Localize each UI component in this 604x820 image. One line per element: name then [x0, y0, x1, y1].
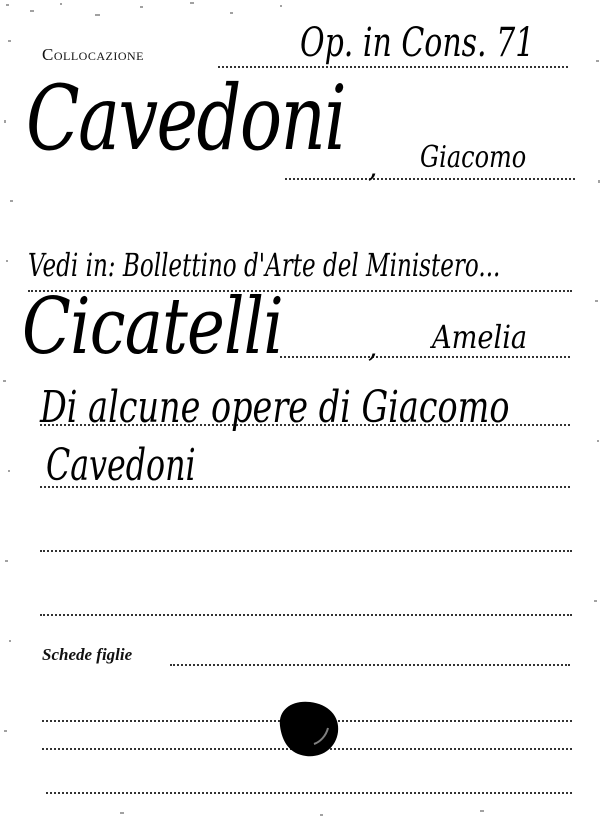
- dotted-line: [285, 178, 575, 180]
- separator: ,: [368, 150, 378, 185]
- subject-surname: Cavedoni: [26, 66, 346, 171]
- separator: ,: [368, 330, 378, 365]
- subject-given-name: Giacomo: [420, 140, 527, 175]
- dotted-line: [40, 424, 570, 426]
- author-surname: Cicatelli: [22, 282, 283, 372]
- title-line-2: Cavedoni: [46, 440, 196, 491]
- dotted-line: [40, 614, 572, 616]
- dotted-line: [170, 664, 570, 666]
- dotted-line: [46, 792, 572, 794]
- dotted-line: [40, 550, 572, 552]
- dotted-line: [280, 356, 570, 358]
- author-given-name: Amelia: [432, 318, 528, 356]
- collocazione-label: Collocazione: [42, 45, 144, 64]
- collocazione-value: Op. in Cons. 71: [300, 20, 535, 66]
- schede-figlie-label: Schede figlie: [42, 645, 133, 664]
- title-line-1: Di alcune opere di Giacomo: [40, 382, 510, 433]
- see-also-reference: Vedi in: Bollettino d'Arte del Ministero...: [28, 246, 501, 284]
- dotted-line: [40, 486, 570, 488]
- punch-hole: [272, 696, 344, 762]
